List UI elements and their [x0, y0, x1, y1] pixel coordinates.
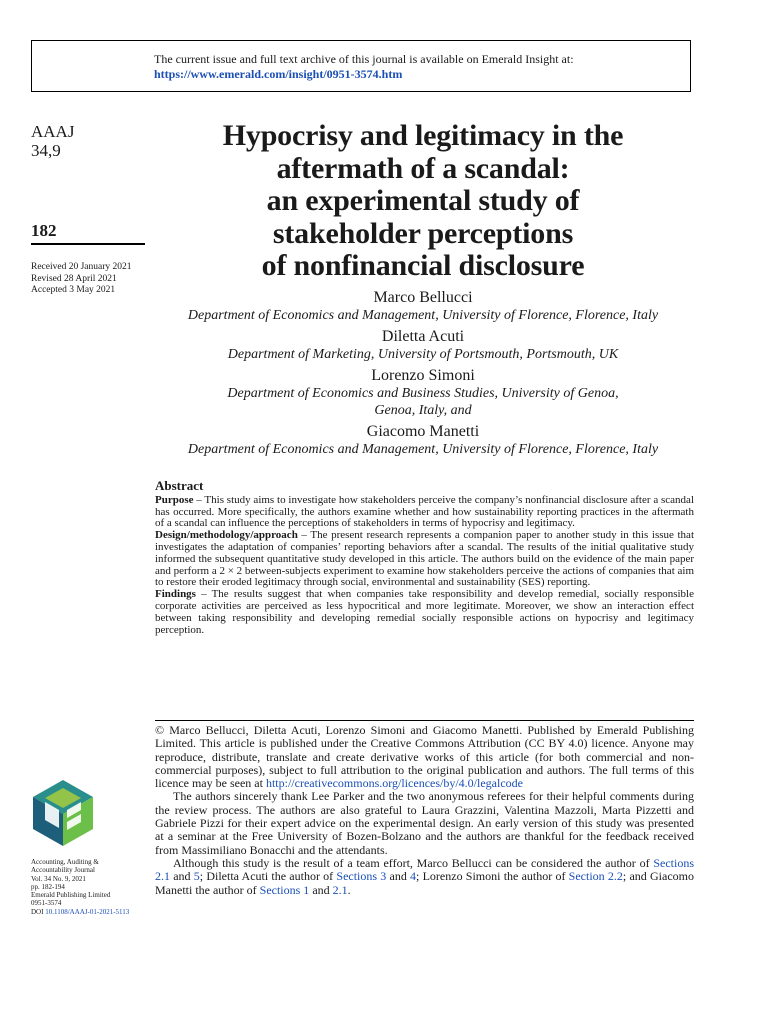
article-title [150, 120, 696, 283]
author-bellucci [150, 288, 696, 324]
title-line: aftermath of a scandal: [276, 151, 570, 185]
abstract [155, 480, 694, 636]
section-link[interactable]: Sections 2.1 [155, 855, 694, 884]
volume-issue: 34,9 [31, 141, 61, 160]
article-dates [31, 262, 132, 297]
license-note [155, 724, 694, 790]
section-link[interactable]: 4 [410, 869, 417, 884]
contribution-text: . [347, 882, 351, 897]
author-affiliation: Genoa, Italy, and [374, 403, 472, 418]
author-contribution [155, 857, 694, 897]
findings-text: – The results suggest that when companies take responsibility and develop remedial, socially responsible corporate activities are perceived as less hypocritical and more legitimate. Moreover, we show an interaction effect between taking responsibility and developing remedial socially responsible actions on hypocrisy and legitimacy perception. [155, 588, 694, 636]
license-link[interactable]: http://creativecommons.org/licences/by/4.0/legalcode [265, 776, 523, 791]
open-access-logo-icon [31, 778, 95, 848]
section-link[interactable]: 2.1 [332, 882, 348, 897]
journal-abbreviation [31, 122, 74, 160]
page-number: 182 [31, 221, 57, 240]
design-text: – The present research represents a companion paper to another study in this issue that investigates the adaptation of companies’ reporting behaviors after a scandal. The results of the initial qualitative study informed the subsequent quantitative study developed in this article. The authors build on the evidence of the main paper and perform a 2 × 2 between-subjects experiment to examine how stakeholders perceive the actions of companies that aim to restore their eroded legitimacy through social, environmental and sustainability (SES) reporting. [155, 529, 694, 589]
pub-line: Emerald Publishing Limited [31, 891, 111, 900]
contribution-text: and [170, 869, 194, 884]
pub-line: Vol. 34 No. 9, 2021 [31, 874, 86, 883]
contribution-text: Although this study is the result of a team effort, Marco Bellucci can be considered the author of [173, 855, 654, 870]
license-text: © Marco Bellucci, Diletta Acuti, Lorenzo Simoni and Giacomo Manetti. Published by Emerald Publishing Limited. This article is published under the Creative Commons Attribution (CC BY 4.0) licence. Anyone may reproduce, distribute, translate and create derivative works of this article (for both commercial and non-commercial purposes), subject to full attribution to the original publication and authors. The full terms of this licence may be seen at [155, 723, 694, 791]
contribution-text: and [309, 882, 333, 897]
abstract-design [155, 530, 694, 589]
abstract-findings [155, 589, 694, 636]
logo-graphic [31, 778, 95, 848]
doi-link[interactable]: 10.1108/AAAJ-01-2021-5113 [45, 907, 130, 916]
doi-line [31, 908, 129, 916]
journal-abbr-label: AAAJ [31, 122, 75, 141]
author-name: Giacomo Manetti [366, 423, 480, 440]
contribution-text: ; Diletta Acuti the author of [199, 869, 337, 884]
notice-text [154, 52, 574, 82]
author-name: Lorenzo Simoni [371, 367, 475, 384]
doi-label: DOI [31, 907, 46, 916]
author-acuti [150, 327, 696, 363]
divider [31, 243, 145, 245]
title-line: Hypocrisy and legitimacy in the [222, 119, 624, 152]
pub-line: pp. 182-194 [31, 882, 65, 891]
accepted-date: Accepted 3 May 2021 [31, 285, 116, 295]
pub-line: Accounting, Auditing & [31, 858, 99, 866]
title-line: an experimental study of [266, 184, 580, 217]
footnote-divider [155, 720, 694, 721]
section-link[interactable]: Sections 1 [259, 882, 310, 897]
author-affiliation: Department of Economics and Management, University of Florence, Florence, Italy [187, 442, 659, 457]
author-name: Diletta Acuti [381, 328, 465, 345]
title-line: of nonfinancial disclosure [261, 249, 585, 282]
title-line: stakeholder perceptions [272, 216, 574, 250]
received-date: Received 20 January 2021 [31, 262, 132, 272]
contribution-text: ; Lorenzo Simoni the author of [416, 869, 569, 884]
author-affiliation: Department of Economics and Business Studies, University of Genoa, [227, 386, 619, 401]
author-affiliation: Department of Marketing, University of Portsmouth, Portsmouth, UK [227, 347, 619, 362]
purpose-text: – This study aims to investigate how stakeholders perceive the company’s nonfinancial disclosure after a scandal has occurred. More specifically, the authors examine whether and how sustainability reporting practices in the aftermath of a scandal can influence the perceptions of stakeholders in terms of hypocrisy and legitimacy. [155, 493, 694, 530]
pub-line: 0951-3574 [31, 899, 62, 908]
acknowledgement: The authors sincerely thank Lee Parker and the two anonymous referees for their helpful comments during the review process. The authors are also grateful to Laura Grazzini, Valentina Mazzoli, Marta Pizzetti and Gabriele Pizzi for their expert advice on the experimental design. An early version of this study was presented at a seminar at the Free University of Bozen-Bolzano and the authors are thankful for the feedback received from Massimiliano Bonacchi and the attendants. [155, 789, 694, 857]
abstract-purpose [155, 495, 694, 530]
footnotes [155, 724, 694, 897]
publication-info [31, 858, 129, 916]
revised-date: Revised 28 April 2021 [31, 273, 117, 284]
design-label: Design/methodology/approach [155, 529, 298, 542]
pub-line: Accountability Journal [31, 866, 95, 875]
author-manetti [150, 422, 696, 458]
section-link[interactable]: 5 [193, 869, 200, 884]
abstract-heading: Abstract [155, 478, 204, 493]
contribution-text: and [386, 869, 411, 884]
notice-line: The current issue and full text archive of this journal is available on Emerald Insight at: [154, 52, 574, 66]
section-link[interactable]: Section 2.2 [568, 869, 623, 884]
contribution-text: ; and Giacomo Manetti the author of [155, 869, 694, 897]
author-simoni [150, 366, 696, 419]
author-affiliation: Department of Economics and Management, University of Florence, Florence, Italy [187, 308, 659, 323]
author-name: Marco Bellucci [373, 289, 473, 306]
findings-label: Findings [155, 588, 196, 601]
purpose-label: Purpose [155, 493, 194, 506]
section-link[interactable]: Sections 3 [336, 869, 387, 884]
journal-url-link[interactable]: https://www.emerald.com/insight/0951-3574.htm [154, 67, 403, 81]
journal-notice-box [31, 40, 691, 92]
